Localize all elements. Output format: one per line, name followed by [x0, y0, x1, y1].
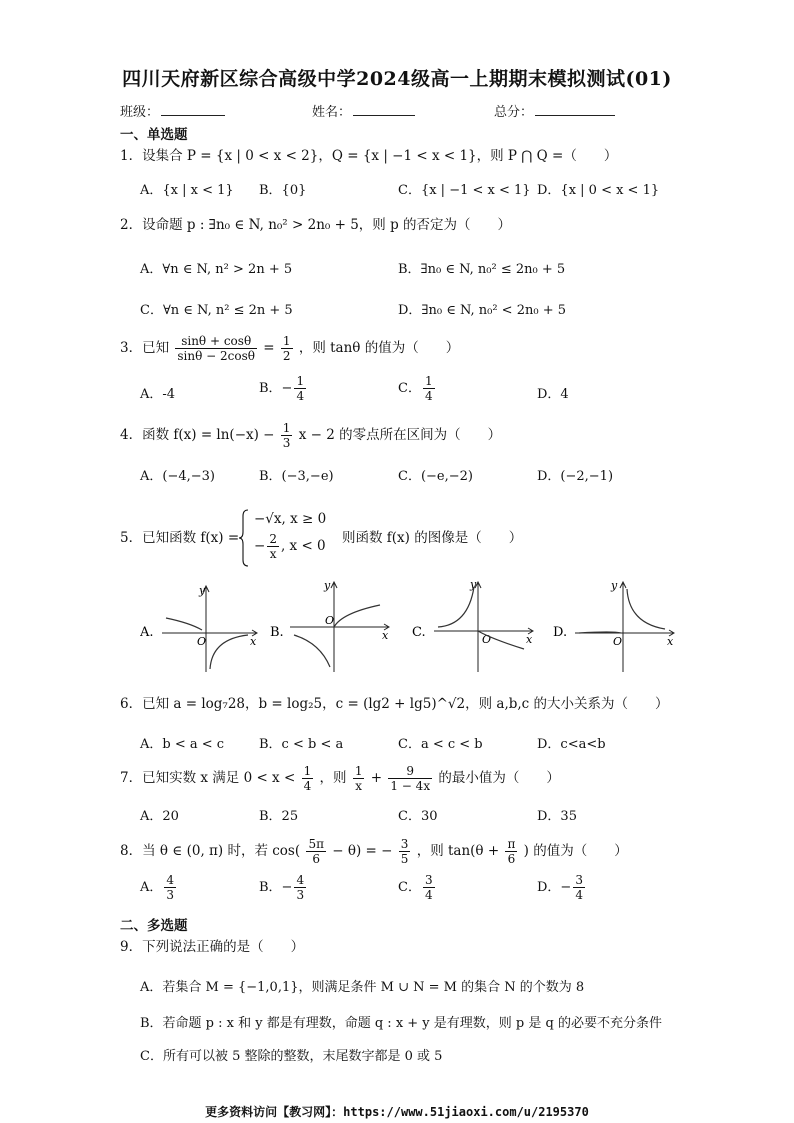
- question-3: [120, 334, 680, 363]
- q5-graph-a-o: O: [197, 635, 207, 648]
- q7-option-b: B．25: [259, 809, 299, 824]
- class-label: 班级：: [120, 105, 160, 120]
- q5-graph-b-y: y: [324, 579, 331, 592]
- q7-f1-den: 4: [303, 779, 312, 793]
- q5-graph-b-svg: [270, 577, 395, 677]
- q3-optB-den: 4: [296, 389, 305, 403]
- q5-graph-b: [270, 577, 395, 681]
- q8-f2-num: 3: [400, 837, 409, 851]
- q5-graph-c-svg: [412, 577, 537, 677]
- q9-option-c: C．所有可以被 5 整除的整数，末尾数字都是 0 或 5: [140, 1049, 443, 1064]
- question-8: [120, 837, 680, 866]
- q8-f3-num: π: [507, 837, 516, 851]
- name-blank: [353, 102, 415, 116]
- q5-suffix: 则函数 f(x) 的图像是（ ）: [342, 530, 523, 546]
- q3-prefix: 3．已知: [120, 340, 170, 356]
- q8-mid1: − θ) = −: [332, 843, 393, 859]
- q5-graph-a: [140, 577, 265, 681]
- q8-optB-prefix: B．−: [259, 880, 293, 895]
- q1-option-c: C．{x | −1 < x < 1}: [398, 183, 531, 198]
- q3-eq: =: [263, 340, 275, 356]
- q8-suffix: ) 的值为（ ）: [523, 843, 628, 859]
- q4-option-c: C．(−e,−2): [398, 469, 473, 484]
- q5-graph-c-x: x: [526, 633, 533, 646]
- q3-option-b: [259, 374, 308, 403]
- q3-half-num: 1: [282, 334, 291, 348]
- q2-option-a: A．∀n ∈ N, n² > 2n + 5: [140, 262, 293, 277]
- question-6: 6．已知 a = log₇28，b = log₂5，c = (lg2 + lg5)^√2，则 a,b,c 的大小关系为（ ）: [120, 696, 669, 712]
- q2-option-c: C．∀n ∈ N, n² ≤ 2n + 5: [140, 303, 293, 318]
- footer-link[interactable]: 更多资料访问【教习网】：https://www.51jiaoxi.com/u/2195370: [205, 1105, 589, 1119]
- exam-title: 四川天府新区综合高级中学2024级高一上期期末模拟测试(01): [122, 68, 672, 90]
- q6-option-d: D．c<a<b: [537, 737, 606, 752]
- q1-option-d: D．{x | 0 < x < 1}: [537, 183, 660, 198]
- q3-optB-num: 1: [296, 374, 305, 388]
- q1-option-b: B．{0}: [259, 183, 307, 198]
- q8-f1-num: 5π: [308, 837, 324, 851]
- q5-graph-a-label: A.: [140, 625, 154, 640]
- section-single-choice: 一、单选题: [120, 127, 188, 143]
- q8-option-b: [259, 873, 308, 902]
- q4-suffix: x − 2 的零点所在区间为（ ）: [298, 427, 502, 443]
- q7-f2-den: x: [355, 779, 363, 793]
- class-blank: [161, 102, 225, 116]
- question-1: 1．设集合 P = {x | 0 < x < 2}，Q = {x | −1 < x < 1}，则 P ⋂ Q =（ ）: [120, 148, 618, 164]
- name-label: 姓名：: [312, 105, 352, 120]
- q5-case2-den: x: [269, 547, 277, 561]
- q9-option-a: A．若集合 M = {−1,0,1}，则满足条件 M ∪ N = M 的集合 N 的个数为 8: [140, 980, 585, 995]
- q8-optC-frac: [423, 873, 435, 902]
- q4-frac-den: 3: [282, 436, 291, 450]
- q7-option-c: C．30: [398, 809, 438, 824]
- q8-optD-num: 3: [575, 873, 583, 887]
- q3-optC-frac: [423, 374, 435, 403]
- q2-option-b: B．∃n₀ ∈ N, n₀² ≤ 2n₀ + 5: [398, 262, 566, 277]
- q5-graph-c: [412, 577, 537, 681]
- q8-optB-frac: [294, 873, 306, 902]
- q7-f3-den: 1 − 4x: [390, 779, 431, 793]
- q5-case2-suffix: , x < 0: [280, 538, 326, 554]
- q5-graph-a-x: x: [250, 635, 257, 648]
- q7-f2-num: 1: [354, 764, 363, 778]
- q5-graph-c-o: O: [482, 633, 492, 646]
- q8-optB-num: 4: [296, 873, 305, 887]
- q8-mid2: ，则 tan(θ +: [416, 843, 500, 859]
- q5-case-2: [254, 532, 326, 561]
- q8-optD-den: 4: [575, 888, 583, 902]
- q3-option-a: A．-4: [140, 387, 176, 402]
- q8-optC-num: 3: [424, 873, 433, 887]
- q5-graph-d-label: D.: [553, 625, 568, 640]
- q1-option-a: A．{x | x < 1}: [140, 183, 234, 198]
- q3-optC-den: 4: [424, 389, 433, 403]
- q7-f1-num: 1: [303, 764, 312, 778]
- q8-optA-num: 4: [166, 873, 175, 887]
- question-5: [120, 508, 680, 568]
- q6-option-c: C．a < c < b: [398, 737, 483, 752]
- q8-optA-den: 3: [166, 888, 175, 902]
- q3-optC-prefix: C．: [398, 381, 421, 396]
- q5-case2-num: 2: [269, 532, 277, 546]
- q4-prefix: 4．函数 f(x) = ln(−x) −: [120, 427, 275, 443]
- q3-half-den: 2: [282, 349, 291, 363]
- q8-f1-den: 6: [312, 852, 321, 866]
- q9-option-b: B．若命题 p : x 和 y 都是有理数，命题 q : x + y 是有理数，则 p 是 q 的必要不充分条件: [140, 1016, 662, 1031]
- q4-option-b: B．(−3,−e): [259, 469, 334, 484]
- q7-option-a: A．20: [140, 809, 179, 824]
- q8-option-a: [140, 873, 178, 902]
- q5-graph-a-svg: [140, 577, 265, 677]
- q5-graph-c-y: y: [470, 578, 477, 591]
- q5-brace: [238, 508, 250, 568]
- q5-graph-b-x: x: [382, 629, 389, 642]
- q5-case-1: −√x, x ≥ 0: [254, 511, 327, 527]
- q3-optC-num: 1: [424, 374, 433, 388]
- q7-mid: ，则: [319, 770, 347, 786]
- score-blank: [535, 102, 615, 116]
- q3-half: [281, 334, 293, 363]
- q8-f3-den: 6: [507, 852, 516, 866]
- q5-prefix: 5．已知函数 f(x) =: [120, 530, 240, 546]
- q8-frac-3: [505, 837, 517, 866]
- q5-case2-frac: [267, 532, 279, 561]
- q7-suffix: 的最小值为（ ）: [438, 770, 560, 786]
- question-7: [120, 764, 680, 793]
- q8-option-c: [398, 873, 437, 902]
- question-2: 2．设命题 p : ∃n₀ ∈ N, n₀² > 2n₀ + 5，则 p 的否定为（ ）: [120, 217, 512, 233]
- score-field: [494, 101, 615, 120]
- q7-option-d: D．35: [537, 809, 577, 824]
- q8-optB-den: 3: [296, 888, 305, 902]
- q5-graph-b-o: O: [325, 614, 335, 627]
- q8-f2-den: 5: [400, 852, 409, 866]
- q5-graph-d-svg: [553, 577, 678, 677]
- name-field: [312, 101, 415, 120]
- q3-option-d: D．4: [537, 387, 569, 402]
- q8-optA-prefix: A．: [140, 880, 163, 895]
- q7-frac-3: [388, 764, 432, 793]
- question-4: [120, 421, 680, 450]
- q8-optC-prefix: C．: [398, 880, 421, 895]
- q4-option-d: D．(−2,−1): [537, 469, 614, 484]
- q8-frac-2: [399, 837, 411, 866]
- q5-graph-d-o: O: [613, 635, 623, 648]
- q5-graph-b-label: B.: [270, 625, 284, 640]
- q2-option-d: D．∃n₀ ∈ N, n₀² < 2n₀ + 5: [398, 303, 566, 318]
- q8-optA-frac: [164, 873, 176, 902]
- q3-frac-den: sinθ − 2cosθ: [177, 349, 255, 363]
- q8-prefix: 8．当 θ ∈ (0, π) 时，若 cos(: [120, 843, 301, 859]
- q5-graph-c-label: C.: [412, 625, 426, 640]
- q3-suffix: ，则 tanθ 的值为（ ）: [298, 340, 460, 356]
- q7-frac-2: [353, 764, 365, 793]
- q4-fraction: [281, 421, 293, 450]
- q8-optC-den: 4: [424, 888, 433, 902]
- class-field: [120, 101, 225, 120]
- q4-option-a: A．(−4,−3): [140, 469, 215, 484]
- q8-optD-frac: [573, 873, 585, 902]
- q7-prefix: 7．已知实数 x 满足 0 < x <: [120, 770, 296, 786]
- q5-graph-d: [553, 577, 678, 681]
- q3-option-c: [398, 374, 437, 403]
- q3-frac-num: sinθ + cosθ: [175, 334, 257, 349]
- q7-f3-num: 9: [388, 764, 432, 779]
- q3-fraction: [175, 334, 257, 363]
- q6-option-b: B．c < b < a: [259, 737, 344, 752]
- q4-frac-num: 1: [282, 421, 291, 435]
- q5-case2-prefix: −: [254, 538, 266, 554]
- q8-frac-1: [306, 837, 326, 866]
- q8-option-d: [537, 873, 587, 902]
- q5-graph-d-y: y: [611, 579, 618, 592]
- q7-plus: +: [370, 770, 383, 786]
- q3-optB-prefix: B．−: [259, 381, 293, 396]
- q5-graph-d-x: x: [667, 635, 674, 648]
- score-label: 总分：: [494, 105, 534, 120]
- q6-option-a: A．b < a < c: [140, 737, 225, 752]
- q5-graph-a-y: y: [199, 584, 206, 597]
- question-9: 9．下列说法正确的是（ ）: [120, 939, 305, 955]
- q7-frac-1: [302, 764, 314, 793]
- q3-optB-frac: [294, 374, 306, 403]
- section-multi-choice: 二、多选题: [120, 918, 188, 934]
- q8-optD-prefix: D．−: [537, 880, 572, 895]
